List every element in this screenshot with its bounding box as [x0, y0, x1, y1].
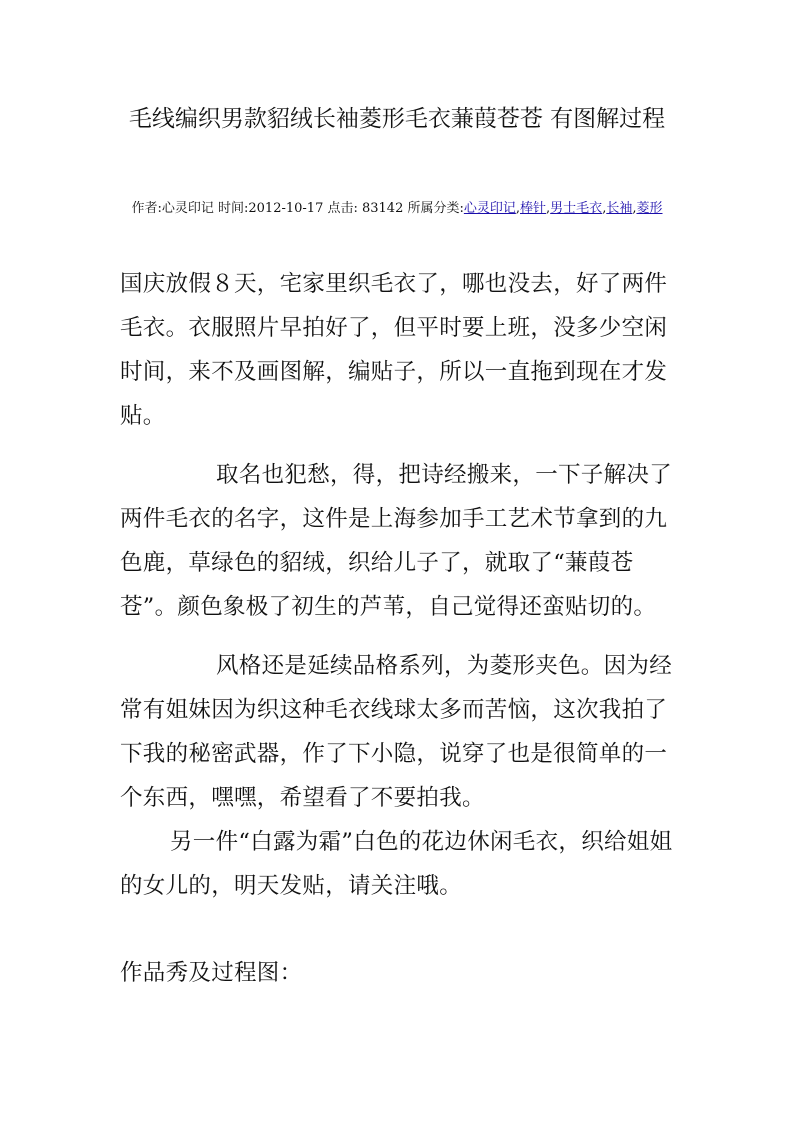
paragraph-5: 作品秀及过程图：: [120, 960, 303, 986]
paragraph-1: 国庆放假８天，宅家里织毛衣了，哪也没去，好了两件毛衣。衣服照片早拍好了，但平时要上班，没多少空闲时间，来不及画图解，编贴子，所以一直拖到现在才发贴。: [120, 271, 668, 429]
tag-link-changxiu[interactable]: 长袖: [606, 201, 633, 216]
article-title: 毛线编织男款貂绒长袖菱形毛衣蒹葭苍苍 有图解过程: [128, 106, 666, 132]
tag-separator: ,: [515, 201, 521, 216]
paragraph-2: 取名也犯愁，得，把诗经搬来，一下子解决了两件毛衣的名字，这件是上海参加手工艺术节拿到的九色鹿，草绿色的貂绒，织给儿子了，就取了“蒹葭苍苍”。颜色象极了初生的芦苇，自己觉得还蛮贴切的。: [120, 462, 673, 620]
meta-prefix: 作者:心灵印记 时间:2012-10-17 点击: 83142 所属分类:: [131, 201, 464, 216]
tag-link-bangzhen[interactable]: 棒针: [520, 201, 547, 216]
paragraph-3: 风格还是延续品格系列，为菱形夹色。因为经常有姐妹因为织这种毛衣线球太多而苦恼，这次我拍了下我的秘密武器，作了下小隐，说穿了也是很简单的一个东西，嘿嘿，希望看了不要拍我。: [120, 653, 673, 811]
article-meta: [120, 198, 674, 219]
tag-separator: ,: [602, 201, 607, 216]
article-body: [120, 262, 676, 995]
tag-separator: ,: [632, 201, 637, 216]
tag-link-nanshimaoyi[interactable]: 男士毛衣: [550, 201, 603, 216]
tag-link-xinlingyinji[interactable]: 心灵印记: [463, 201, 516, 216]
tag-separator: ,: [546, 201, 551, 216]
tag-link-lingxing[interactable]: 菱形: [636, 201, 663, 216]
paragraph-4: 另一件“白露为霜”白色的花边休闲毛衣，织给姐姐的女儿的，明天发贴，请关注哦。: [120, 829, 673, 899]
